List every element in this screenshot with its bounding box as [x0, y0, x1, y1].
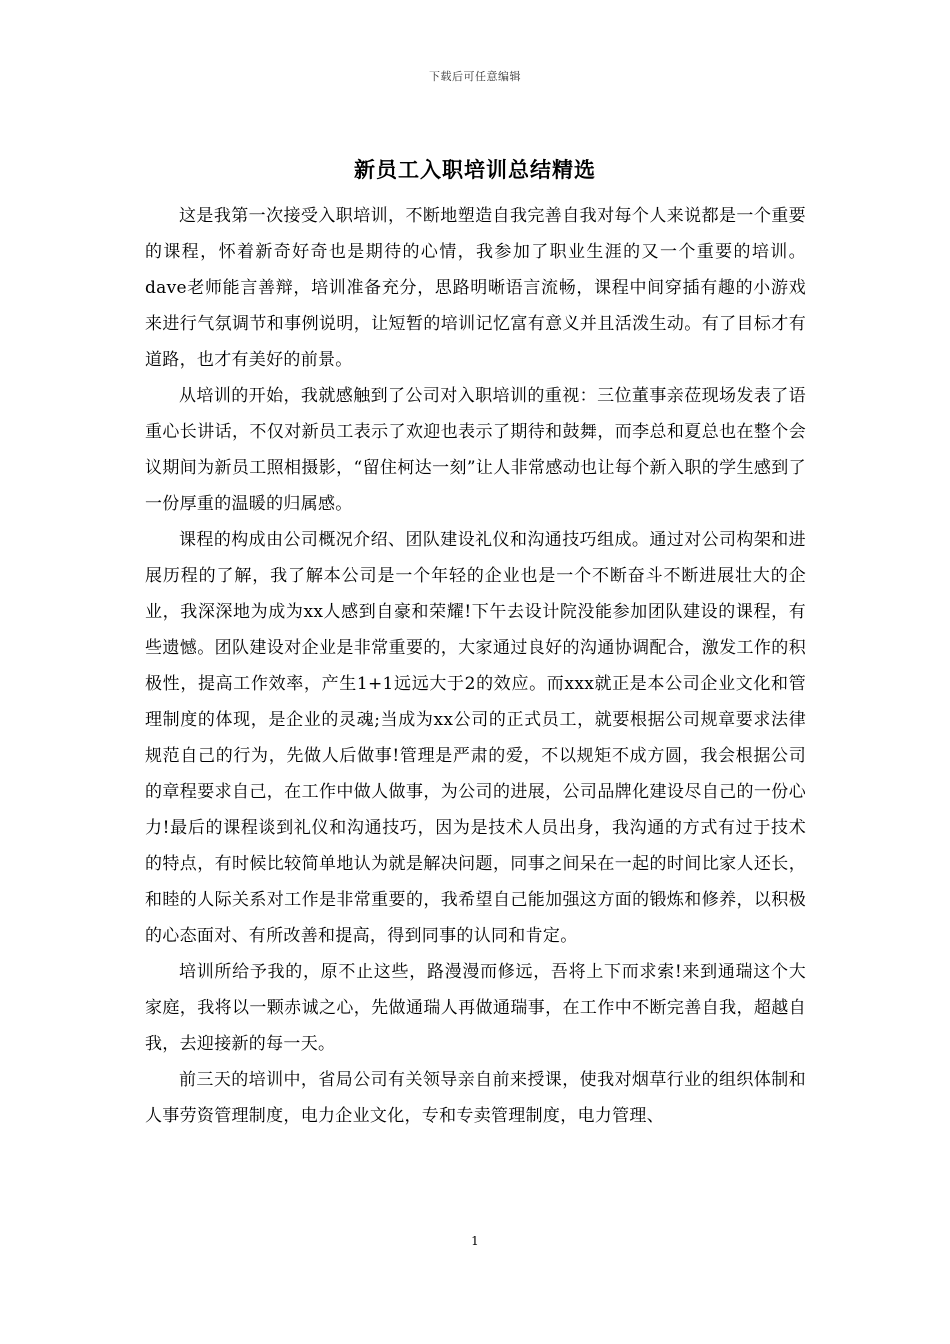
document-title: 新员工入职培训总结精选: [354, 157, 596, 182]
page-number: 1: [471, 1234, 479, 1248]
document-body: [145, 198, 806, 1134]
paragraph: 培训所给予我的，原不止这些，路漫漫而修远，吾将上下而求索!来到通瑞这个大家庭，我将以一颗赤诚之心，先做通瑞人再做通瑞事，在工作中不断完善自我，超越自我，去迎接新的每一天。: [145, 962, 806, 1054]
paragraph: 这是我第一次接受入职培训，不断地塑造自我完善自我对每个人来说都是一个重要的课程，怀着新奇好奇也是期待的心情，我参加了职业生涯的又一个重要的培训。dave老师能言善辩，培训准备充分，思路明晰语言流畅，课程中间穿插有趣的小游戏来进行气氛调节和事例说明，让短暂的培训记忆富有意义并且活泼生动。有了目标才有道路，也才有美好的前景。: [145, 206, 806, 370]
paragraph: 从培训的开始，我就感触到了公司对入职培训的重视：三位董事亲莅现场发表了语重心长讲话，不仅对新员工表示了欢迎也表示了期待和鼓舞，而李总和夏总也在整个会议期间为新员工照相摄影，“留住柯达一刻”让人非常感动也让每个新入职的学生感到了一份厚重的温暖的归属感。: [145, 386, 806, 514]
paragraph: 课程的构成由公司概况介绍、团队建设礼仪和沟通技巧组成。通过对公司构架和进展历程的了解，我了解本公司是一个年轻的企业也是一个不断奋斗不断进展壮大的企业，我深深地为成为xx人感到自豪和荣耀!下午去设计院没能参加团队建设的课程，有些遗憾。团队建设对企业是非常重要的，大家通过良好的沟通协调配合，激发工作的积极性，提高工作效率，产生1+1远远大于2的效应。而xxx就正是本公司企业文化和管理制度的体现，是企业的灵魂;当成为xx公司的正式员工，就要根据公司规章要求法律规范自己的行为，先做人后做事!管理是严肃的爱，不以规矩不成方圆，我会根据公司的章程要求自己，在工作中做人做事，为公司的进展，公司品牌化建设尽自己的一份心力!最后的课程谈到礼仪和沟通技巧，因为是技术人员出身，我沟通的方式有过于技术的特点，有时候比较简单地认为就是解决问题，同事之间呆在一起的时间比家人还长，和睦的人际关系对工作是非常重要的，我希望自己能加强这方面的锻炼和修养，以积极的心态面对、有所改善和提高，得到同事的认同和肯定。: [145, 530, 806, 946]
paragraph: 前三天的培训中，省局公司有关领导亲自前来授课，使我对烟草行业的组织体制和人事劳资管理制度，电力企业文化，专和专卖管理制度，电力管理、: [145, 1070, 806, 1126]
header-note: 下载后可任意编辑: [429, 70, 521, 83]
